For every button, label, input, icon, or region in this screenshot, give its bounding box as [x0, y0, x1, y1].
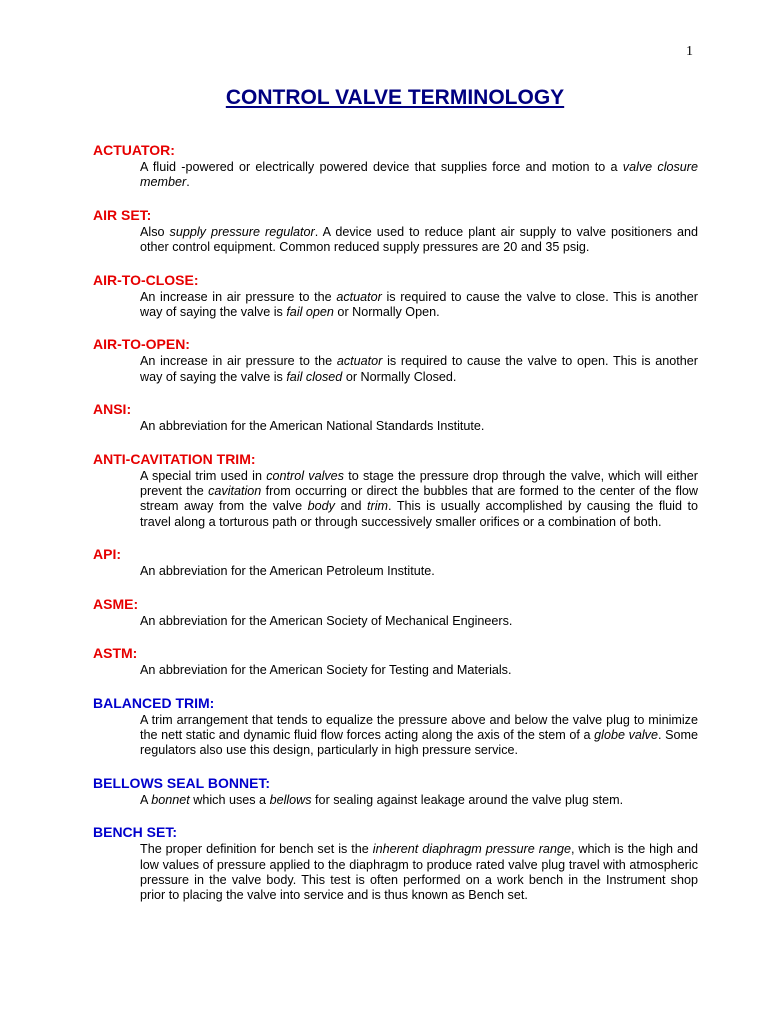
definition-text: is required to cause the valve to open. This is another way of saying the valve is	[140, 354, 698, 384]
glossary-definition	[140, 469, 698, 531]
glossary-entry	[93, 401, 698, 434]
glossary-definition	[140, 842, 698, 904]
definition-text: is required to cause the valve to close. This is another way of saying the valve is	[140, 289, 698, 320]
definition-text: which uses a	[189, 792, 270, 807]
page-number: 1	[686, 44, 693, 59]
page-title: CONTROL VALVE TERMINOLOGY	[225, 86, 565, 109]
definition-text: or Normally Closed.	[342, 369, 457, 384]
definition-text: A trim arrangement that tends to equalize the pressure above and below the valve plug to minimize the nett static and dynamic fluid flow forces acting along the axis of the stem of a	[140, 712, 698, 742]
definition-text: .	[186, 175, 190, 190]
glossary-entry	[93, 207, 698, 256]
italic-term-reference: bellows	[269, 792, 312, 807]
italic-term-reference: actuator	[336, 289, 382, 304]
definition-text: . A device used to reduce plant air supply to valve positioners and other control equipment. Common reduced supply pressures are 20 and 35 psig.	[140, 224, 699, 255]
definition-text: , which is the high and low values of pressure applied to the diaphragm to produce rated valve plug travel with atmospheric pressure in the valve body. This test is often performed on a work bench in the Instrument shop prior to placing the valve into service and is thus known as Bench set.	[140, 842, 698, 903]
italic-term-reference: globe valve	[594, 727, 658, 742]
definition-text: An abbreviation for the American Petroleum Institute.	[140, 564, 435, 579]
italic-term-reference: actuator	[336, 354, 383, 369]
definition-text: A special trim used in	[140, 468, 267, 483]
glossary-definition	[140, 614, 698, 629]
glossary-entry	[93, 596, 698, 629]
italic-term-reference: valve closure member	[140, 160, 698, 190]
italic-term-reference: inherent diaphragm pressure range	[372, 842, 571, 857]
italic-term-reference: fail open	[286, 305, 334, 320]
definition-text: . Some regulators also use this design, particularly in high pressure service.	[140, 727, 698, 758]
definition-text: An increase in air pressure to the	[140, 289, 337, 304]
definition-text: Also	[140, 224, 170, 239]
definition-text: The proper definition for bench set is the	[140, 842, 373, 857]
glossary-term: ANTI-CAVITATION TRIM:	[93, 450, 256, 467]
glossary-term: AIR-TO-CLOSE:	[93, 271, 199, 288]
definition-text: An abbreviation for the American National Standards Institute.	[140, 419, 485, 434]
glossary-entry	[93, 546, 698, 579]
glossary-definition	[140, 663, 698, 678]
italic-term-reference: fail closed	[286, 369, 343, 384]
definition-text: or Normally Open.	[333, 305, 440, 320]
glossary-definition	[140, 793, 698, 808]
italic-term-reference: control valves	[266, 468, 344, 483]
glossary-entry	[93, 645, 698, 678]
glossary-entry	[93, 336, 698, 385]
glossary-entry	[93, 775, 698, 808]
italic-term-reference: supply pressure regulator	[169, 224, 315, 239]
italic-term-reference: trim	[367, 499, 389, 514]
glossary-term: API:	[93, 546, 121, 563]
glossary-entry	[93, 142, 698, 191]
glossary-definition	[140, 160, 698, 191]
glossary-entry	[93, 824, 698, 904]
glossary-definition	[140, 713, 698, 759]
glossary-term: ACTUATOR:	[93, 142, 175, 158]
definition-text: An abbreviation for the American Society of Mechanical Engineers.	[140, 613, 513, 628]
definition-text: An abbreviation for the American Society for Testing and Materials.	[140, 663, 512, 678]
glossary-definition	[140, 564, 698, 579]
definition-text: to stage the pressure drop through the valve, which will either prevent the	[140, 468, 699, 499]
definition-text: . This is usually accomplished by causing the fluid to travel along a torturous path or through successively smaller orifices or a combination of both.	[140, 499, 698, 529]
definition-text: and	[334, 499, 368, 514]
definition-text: for sealing against leakage around the valve plug stem.	[311, 792, 624, 807]
definition-text: A	[140, 792, 152, 807]
glossary-entry	[93, 695, 698, 759]
glossary-term: ASTM:	[93, 645, 138, 662]
glossary-entries	[93, 142, 698, 920]
italic-term-reference: cavitation	[208, 484, 262, 499]
glossary-term: AIR SET:	[93, 206, 152, 223]
glossary-term: BELLOWS SEAL BONNET:	[93, 774, 271, 791]
definition-text: A fluid -powered or electrically powered device that supplies force and motion to a	[140, 160, 623, 174]
glossary-definition	[140, 419, 698, 434]
definition-text: An increase in air pressure to the	[140, 354, 337, 369]
italic-term-reference: bonnet	[151, 792, 190, 807]
glossary-definition	[140, 290, 698, 321]
glossary-term: BENCH SET:	[93, 824, 178, 841]
glossary-term: BALANCED TRIM:	[93, 694, 215, 711]
glossary-term: AIR-TO-OPEN:	[93, 336, 190, 353]
glossary-definition	[140, 354, 698, 385]
italic-term-reference: body	[307, 499, 335, 514]
glossary-entry	[93, 451, 698, 531]
glossary-entry	[93, 272, 698, 321]
glossary-term: ASME:	[93, 595, 139, 612]
glossary-term: ANSI:	[93, 401, 132, 418]
glossary-definition	[140, 225, 698, 256]
definition-text: from occurring or direct the bubbles that are formed to the center of the flow stream away from the valve	[140, 484, 699, 514]
